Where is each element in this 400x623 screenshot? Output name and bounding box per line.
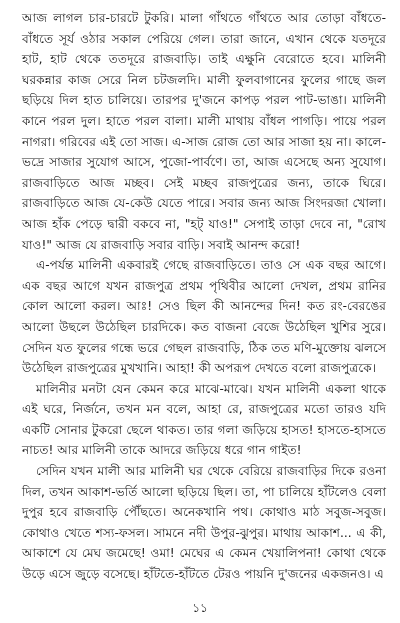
page-number: ১১ bbox=[192, 601, 208, 615]
paragraph-4: সেদিন যখন মালী আর মালিনী ঘর থেকে বেরিয়ে রাজবাড়ির দিকে রওনা দিল, তখন আকাশ-ভর্তি আলো ছড়িয়ে ছিল। তা, পা চালিয়ে হাঁটলেও বেলা দুপুর হবে রাজবাড়ি পৌঁছতে। অনেকখানি পথ। কোথাও মাঠ সবুজ-সবুজ। কোথাও খেতে শস্য-ফসল। সামনে নদী উপুর-ঝুপুর। মাথায় আকাশ... এ কী, আকাশে যে মেঘ জমেছে! ওমা! মেঘের এ কেমন খেয়ালিপনা! কোথা থেকে উড়ে এসে জুড়ে বসেছে। হাঁটতে-হাঁটতে টেরও পায়নি দু'জনের একজনও। এ bbox=[22, 464, 386, 582]
paragraph-2: এ-পর্যন্ত মালিনী একবারই গেছে রাজবাড়িতে। তাও সে এক বছর আগে। এক বছর আগে যখন রাজপুত্র প্রথম পৃথিবীর আলো দেখল, প্রথম রানির কোল আলো করল। আঃ! সেও ছিল কী আনন্দের দিন! কত রং-বেরঙের আলো উছলে উঠেছিল চারদিকে। কত বাজনা বেজে উঠেছিল খুশির সুরে। সেদিন যত ফুলের গন্ধে ভরে গেছল রাজবাড়ি, ঠিক তত মণি-মুক্তোয় ঝলসে উঠেছিল রাজপুত্রের মুখখানি। আহা! কী অপরূপ দেখতে বলো রাজপুত্রকে। bbox=[22, 258, 386, 376]
paragraph-1: আজ লাগল চার-চারটে টুকরি। মালা গাঁথতে গাঁথতে আর তোড়া বাঁধতে-বাঁধতে সূর্য ওঠার সকাল পেরিয়ে গেল। তারা জানে, এখান থেকে যতদূরে হাট, হাট থেকে ততদূরে রাজবাড়ি। তাই এক্ষুনি বেরোতে হবে। মালিনী ঘরকন্নার কাজ সেরে নিল চটজলদি। মালী ফুলবাগানের ফুলের গাছে জল ছড়িয়ে দিল হাত চালিয়ে। তারপর দু'জনে কাপড় পরল পাট-ভাঙা। মালিনী কানে পরল দুল। হাতে পরল বালা। মালী মাথায় বাঁধল পাগড়ি। পায়ে পরল নাগরা। গরিবের এই তো সাজ। এ-সাজ রোজ তো আর সাজা হয় না। কালে-ভদ্রে সাজার সুযোগ আসে, পুজো-পার্বণে। তা, আজ এসেছে অন্য সুযোগ। রাজবাড়িতে আজ মচ্ছব। সেই মচ্ছব রাজপুত্রের জন্য, তাকে ঘিরে। রাজবাড়িতে আজ যে-কেউ যেতে পারে। সবার জন্য আজ সিংদরজা খোলা। আজ হাঁক পেড়ে দ্বারী বকবে না, "হট্ যাও!" সেপাই তাড়া দেবে না, "রোখ যাও!" আজ যে রাজবাড়ি সবার বাড়ি। সবাই আনন্দ করো! bbox=[22, 11, 386, 252]
body-text bbox=[22, 8, 386, 585]
paragraph-3: মালিনীর মনটা যেন কেমন করে মাঝে-মাঝে। যখন মালিনী একলা থাকে এই ঘরে, নির্জনে, তখন মন বলে, আহা রে, রাজপুত্রের মতো তারও যদি একটি সোনার টুকরো ছেলে থাকত। তার গলা জড়িয়ে হাসত! হাসতে-হাসতে নাচত! আর মালিনী তাকে আদরে জড়িয়ে ধরে গান গাইত! bbox=[22, 381, 386, 458]
